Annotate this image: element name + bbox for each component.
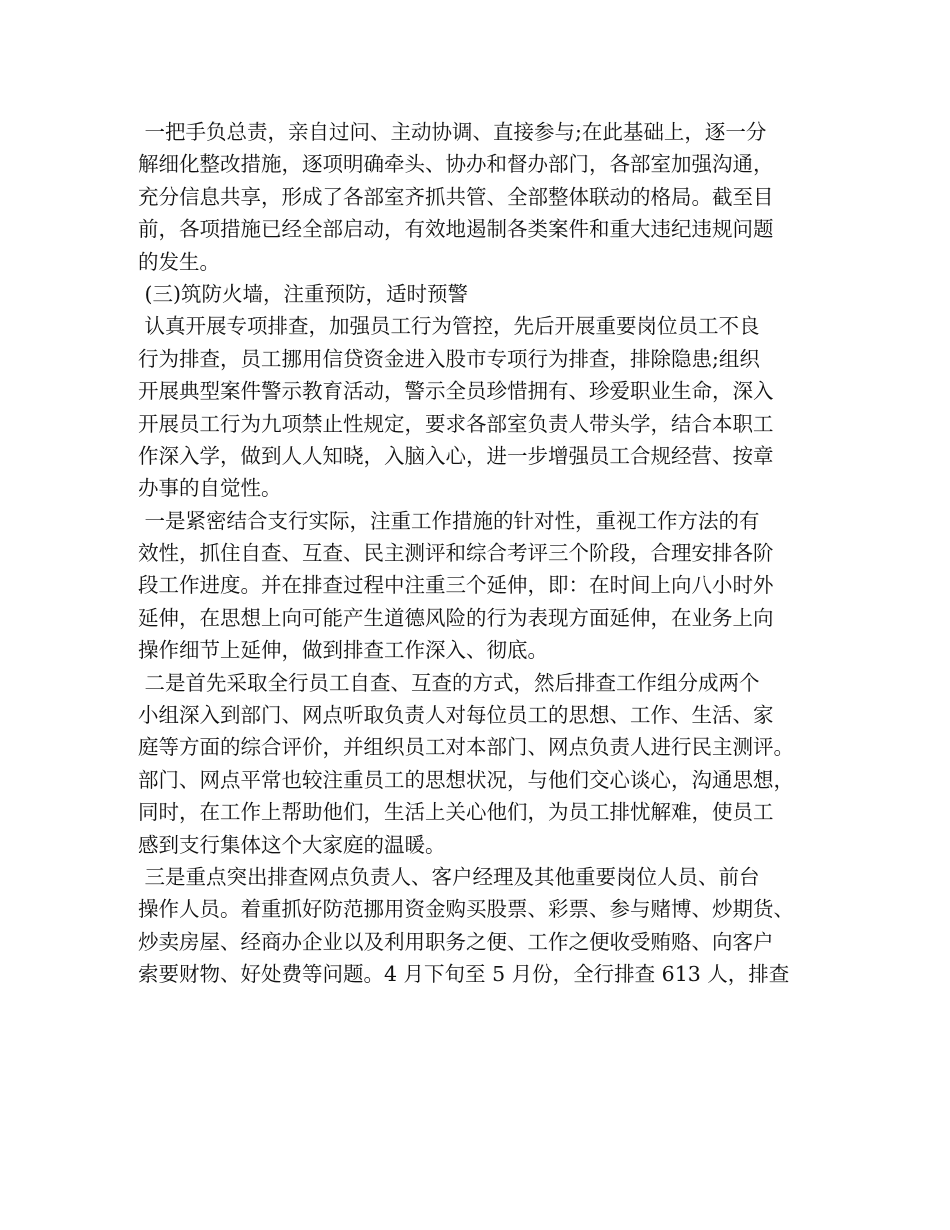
text-line: 办事的自觉性。 [138, 476, 282, 501]
text-line: 效性，抓住自查、互查、民主测评和综合考评三个阶段，合理安排各阶 [138, 541, 774, 566]
text-line: 延伸，在思想上向可能产生道德风险的行为表现方面延伸，在业务上向 [138, 605, 774, 630]
text-line: 部门、网点平常也较注重员工的思想状况，与他们交心谈心，沟通思想， [138, 767, 794, 792]
text-line: 开展典型案件警示教育活动，警示全员珍惜拥有、珍爱职业生命，深入 [138, 379, 774, 404]
text-line: 操作细节上延伸，做到排查工作深入、彻底。 [138, 638, 548, 663]
text-line: 感到支行集体这个大家庭的温暖。 [138, 832, 446, 857]
text-line: 同时，在工作上帮助他们，生活上关心他们，为员工排忧解难，使员工 [138, 800, 774, 825]
text-line: 小组深入到部门、网点听取负责人对每位员工的思想、工作、生活、家 [138, 703, 774, 728]
text-line: 前，各项措施已经全部启动，有效地遏制各类案件和重大违纪违规问题 [138, 217, 774, 242]
text-line: 充分信息共享，形成了各部室齐抓共管、全部整体联动的格局。截至目 [138, 184, 774, 209]
text-line: 的发生。 [138, 249, 220, 274]
text-line: 行为排查，员工挪用信贷资金进入股市专项行为排查，排除隐患;组织 [138, 346, 760, 371]
text-line: 一是紧密结合支行实际，注重工作措施的针对性，重视工作方法的有 [138, 508, 760, 533]
text-line: 解细化整改措施，逐项明确牵头、协办和督办部门，各部室加强沟通， [138, 152, 774, 177]
text-line: 二是首先采取全行员工自查、互查的方式，然后排查工作组分成两个 [138, 670, 760, 695]
document-body [138, 116, 828, 991]
text-line: 炒卖房屋、经商办企业以及利用职务之便、工作之便收受贿赂、向客户 [138, 929, 774, 954]
text-line: 三是重点突出排查网点负责人、客户经理及其他重要岗位人员、前台 [138, 864, 760, 889]
text-line: 索要财物、好处费等问题。4 月下旬至 5 月份，全行排查 613 人，排查 [138, 962, 790, 987]
text-line: 开展员工行为九项禁止性规定，要求各部室负责人带头学，结合本职工 [138, 411, 774, 436]
section-heading: (三)筑防火墙，注重预防，适时预警 [138, 281, 469, 306]
text-line: 操作人员。着重抓好防范挪用资金购买股票、彩票、参与赌博、炒期货、 [138, 897, 794, 922]
text-line: 认真开展专项排查，加强员工行为管控，先后开展重要岗位员工不良 [138, 314, 760, 339]
text-line: 一把手负总责，亲自过问、主动协调、直接参与;在此基础上，逐一分 [138, 120, 767, 144]
text-line: 作深入学，做到人人知晓，入脑入心，进一步增强员工合规经营、按章 [138, 443, 774, 468]
text-line: 段工作进度。并在排查过程中注重三个延伸，即：在时间上向八小时外 [138, 573, 774, 598]
text-line: 庭等方面的综合评价，并组织员工对本部门、网点负责人进行民主测评。 [138, 735, 794, 760]
